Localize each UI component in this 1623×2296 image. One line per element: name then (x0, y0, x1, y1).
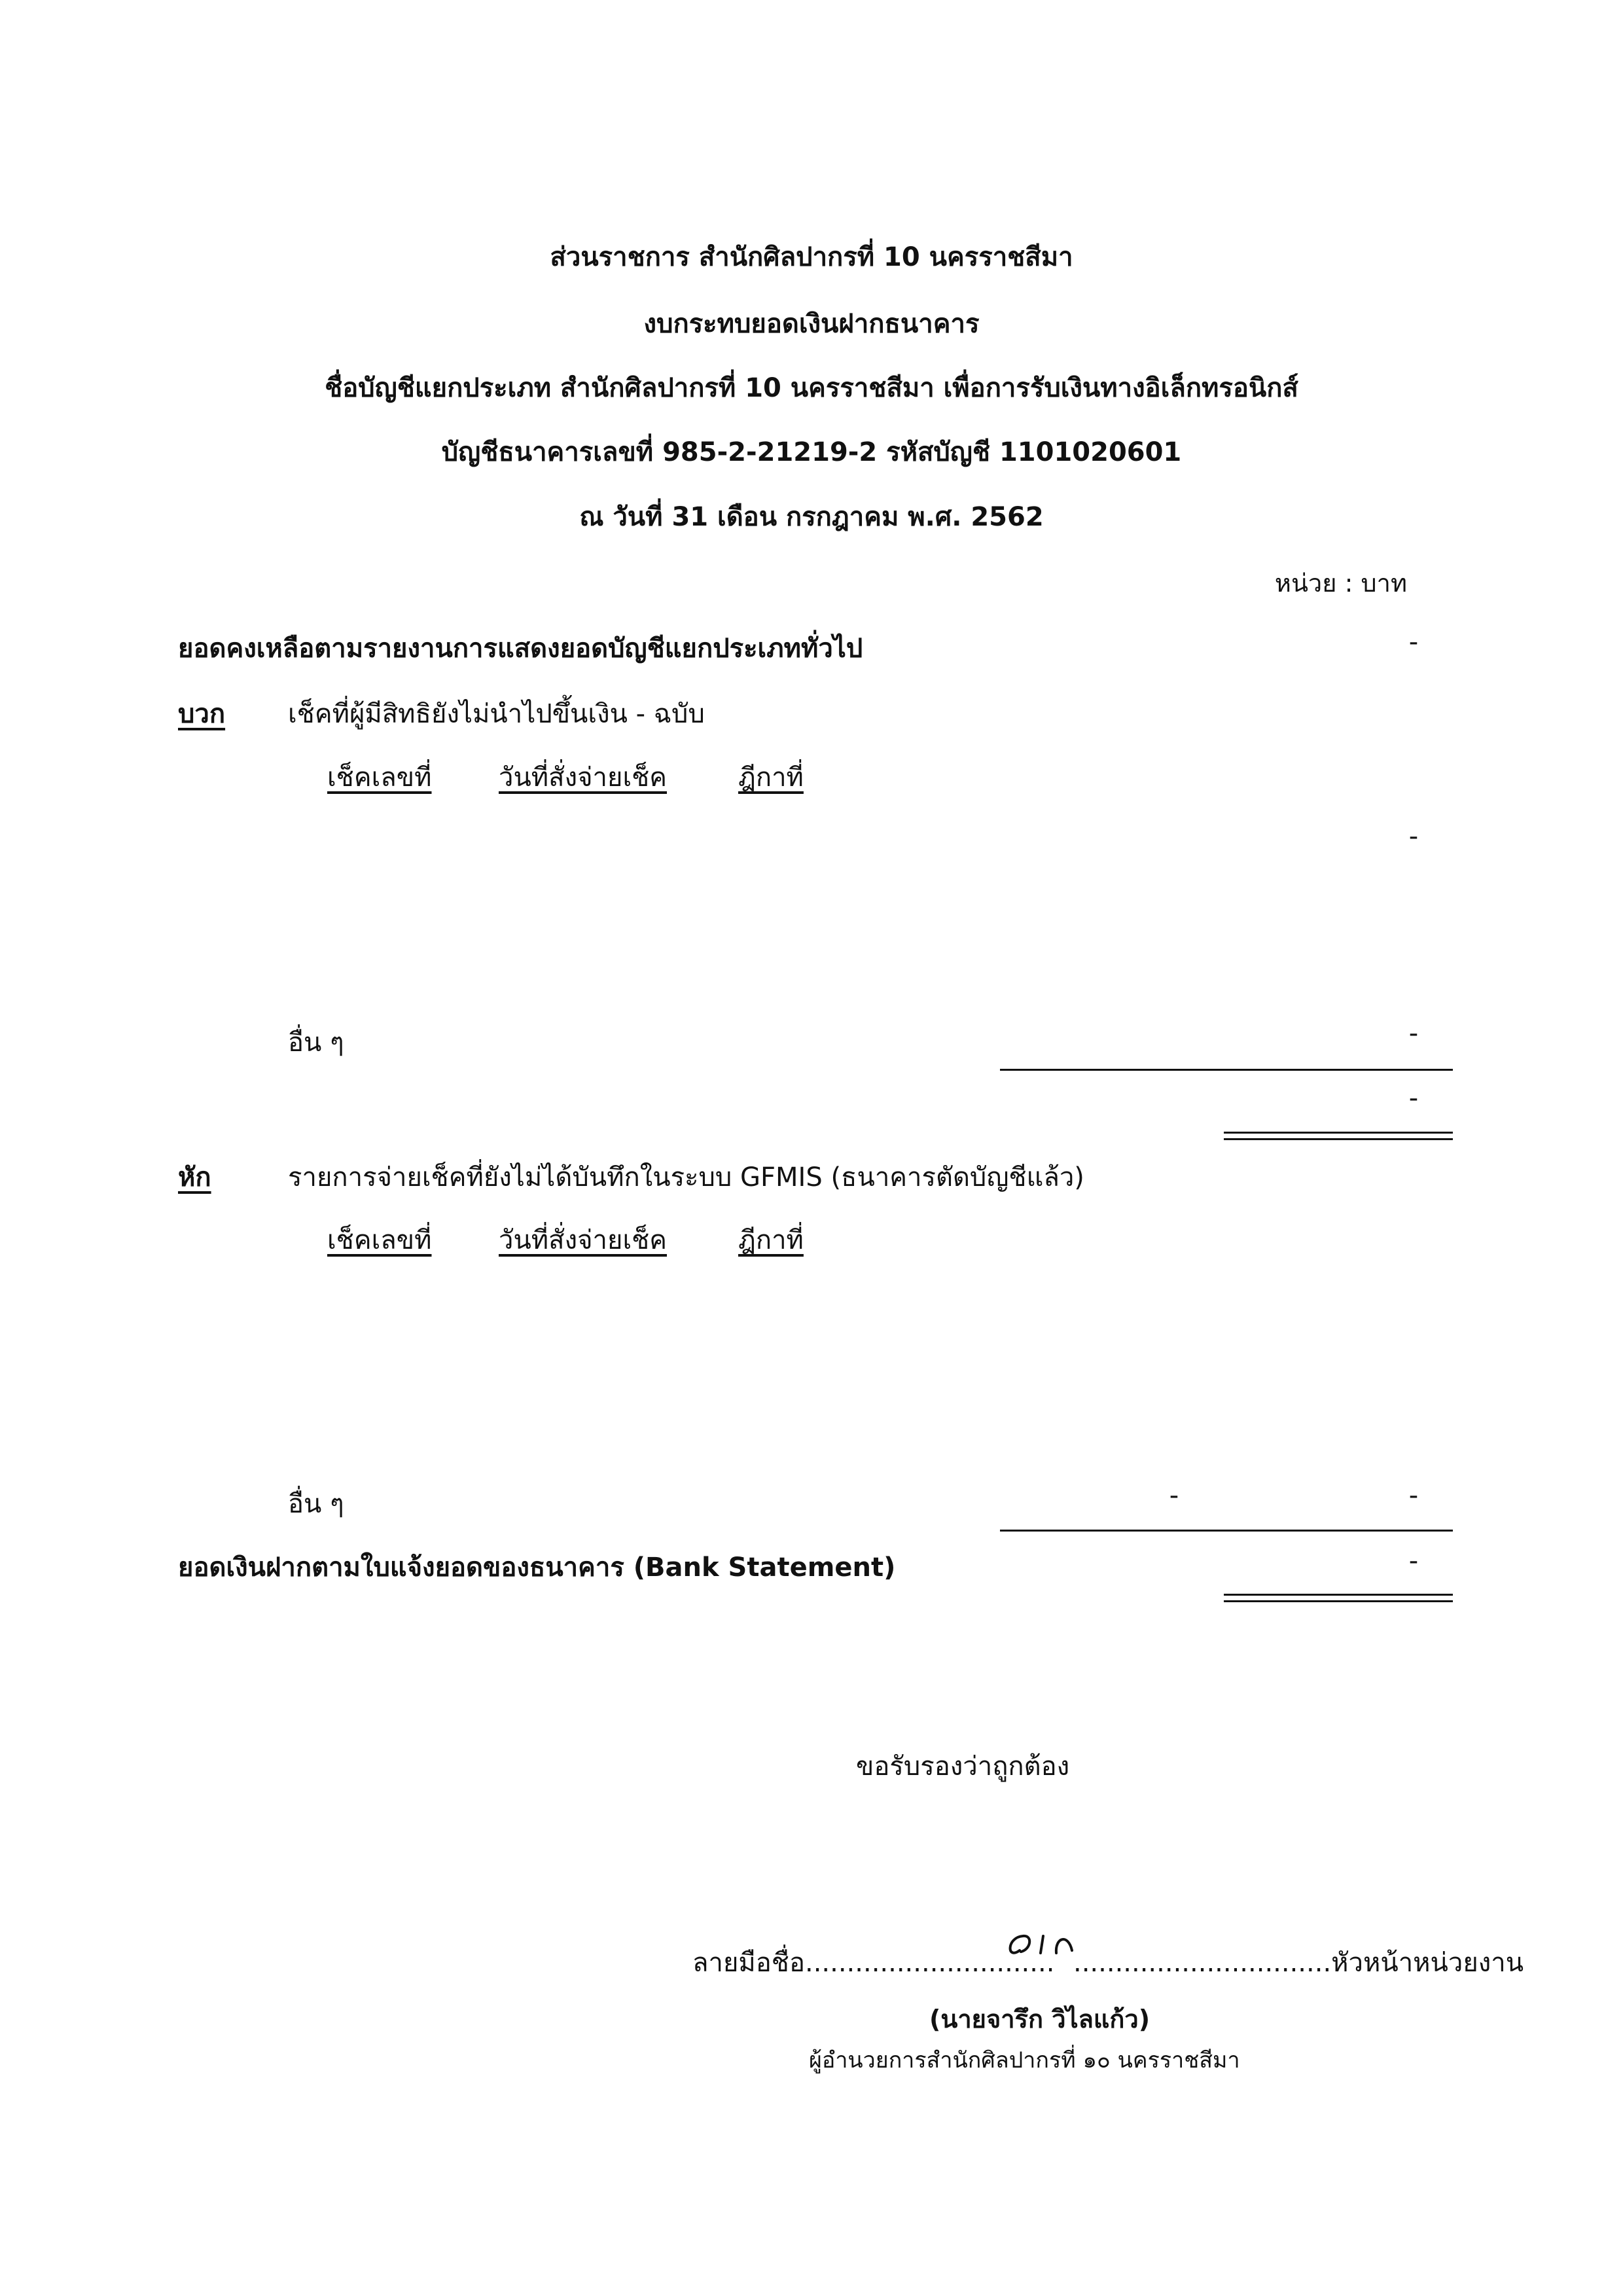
add-total-double-rule-top (1224, 1132, 1453, 1134)
deduct-section-description: รายการจ่ายเช็คที่ยังไม่ได้บันทึกในระบบ GFMIS (ธนาคารตัดบัญชีแล้ว) (288, 1162, 1084, 1193)
add-column-cheque-number: เช็คเลขที่ (327, 762, 432, 793)
add-section-heading: บวก (178, 699, 226, 729)
signer-position: ผู้อำนวยการสำนักศิลปากรที่ ๑๐ นครราชสีมา (809, 2047, 1240, 2073)
signature-prefix: ลายมือชื่อ.............................. (692, 1948, 1055, 1978)
add-total-double-rule-bottom (1224, 1138, 1453, 1140)
bank-statement-double-rule-bottom (1224, 1600, 1453, 1602)
add-column-voucher-number: ฎีกาที่ (738, 762, 804, 793)
deduct-section-heading: หัก (178, 1162, 211, 1193)
bank-statement-amount: - (1408, 1546, 1419, 1576)
add-total-amount: - (1408, 1083, 1419, 1113)
deduct-column-cheque-number: เช็คเลขที่ (327, 1225, 432, 1255)
deduct-others-amount-right: - (1408, 1480, 1419, 1511)
unit-label: หน่วย : บาท (1274, 569, 1407, 598)
deduct-column-voucher-number: ฎีกาที่ (738, 1225, 804, 1255)
bank-statement-double-rule-top (1224, 1594, 1453, 1596)
add-subtotal-rule (1000, 1069, 1453, 1071)
add-others-label: อื่น ๆ (288, 1028, 344, 1058)
signature-suffix: ...............................หัวหน้าหน่วยงาน (1073, 1948, 1524, 1978)
deduct-others-label: อื่น ๆ (288, 1489, 344, 1519)
add-cheques-amount: - (1408, 821, 1419, 852)
ledger-balance-amount: - (1408, 627, 1419, 657)
deduct-column-cheque-date: วันที่สั่งจ่ายเช็ค (499, 1225, 668, 1255)
handwritten-signature (1000, 1924, 1085, 1970)
add-column-cheque-date: วันที่สั่งจ่ายเช็ค (499, 762, 668, 793)
deduct-subtotal-rule (1000, 1530, 1453, 1532)
header-document-title: งบกระทบยอดเงินฝากธนาคาร (643, 309, 980, 339)
header-account-number: บัญชีธนาคารเลขที่ 985-2-21219-2 รหัสบัญชี 1101020601 (441, 437, 1182, 467)
certification-text: ขอรับรองว่าถูกต้อง (856, 1751, 1070, 1782)
bank-statement-label: ยอดเงินฝากตามใบแจ้งยอดของธนาคาร (Bank Statement) (178, 1552, 896, 1583)
signer-name: (นายจารึก วิไลแก้ว) (929, 2005, 1150, 2034)
ledger-balance-label: ยอดคงเหลือตามรายงานการแสดงยอดบัญชีแยกประเภททั่วไป (178, 634, 863, 664)
header-as-of-date: ณ วันที่ 31 เดือน กรกฎาคม พ.ศ. 2562 (579, 502, 1044, 532)
add-others-amount: - (1408, 1018, 1419, 1049)
add-section-description: เช็คที่ผู้มีสิทธิยังไม่นำไปขึ้นเงิน - ฉบับ (288, 699, 705, 729)
header-agency: ส่วนราชการ สำนักศิลปากรที่ 10 นครราชสีมา (550, 242, 1073, 272)
deduct-others-amount-left: - (1169, 1480, 1179, 1511)
header-account-name: ชื่อบัญชีแยกประเภท สำนักศิลปากรที่ 10 นครราชสีมา เพื่อการรับเงินทางอิเล็กทรอนิกส์ (325, 373, 1298, 403)
